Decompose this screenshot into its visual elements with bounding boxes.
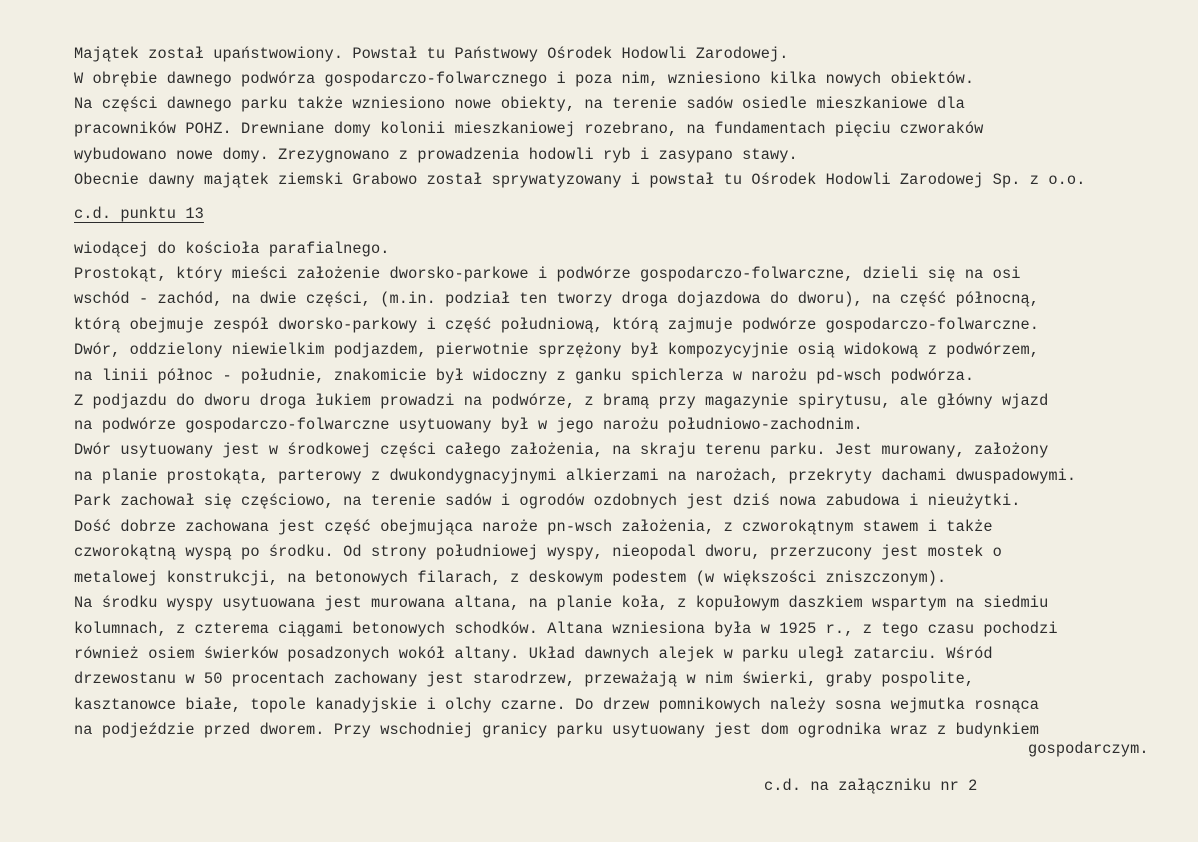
- text-line: kolumnach, z czterema ciągami betonowych schodków. Altana wzniesiona była w 1925 r., z tego czasu pochodzi: [74, 620, 1058, 638]
- text-line: na podwórze gospodarczo-folwarczne usytuowany był w jego narożu południowo-zachodnim.: [74, 416, 863, 434]
- closing-line: gospodarczym.: [1028, 740, 1149, 758]
- text-line: również osiem świerków posadzonych wokół altany. Układ dawnych alejek w parku uległ zatarciu. Wśród: [74, 645, 993, 663]
- text-line: Dwór, oddzielony niewielkim podjazdem, pierwotnie sprzężony był kompozycyjnie osią widokową z podwórzem,: [74, 341, 1040, 359]
- text-line: wschód - zachód, na dwie części, (m.in. podział ten tworzy droga dojazdowa do dworu), na część północną,: [74, 290, 1040, 308]
- text-line: wiodącej do kościoła parafialnego.: [74, 240, 390, 258]
- text-line: Park zachował się częściowo, na terenie sadów i ogrodów ozdobnych jest dziś nowa zabudowa i nieużytki.: [74, 492, 1021, 510]
- section-heading: c.d. punktu 13: [74, 205, 204, 223]
- text-line: na linii północ - południe, znakomicie był widoczny z ganku spichlerza w narożu pd-wsch podwórza.: [74, 367, 975, 385]
- text-line: Dwór usytuowany jest w środkowej części całego założenia, na skraju terenu parku. Jest murowany, założony: [74, 441, 1049, 459]
- text-line: Obecnie dawny majątek ziemski Grabowo został sprywatyzowany i powstał tu Ośrodek Hodowli Zarodowej Sp. z o.o.: [74, 171, 1086, 189]
- text-line: wybudowano nowe domy. Zrezygnowano z prowadzenia hodowli ryb i zasypano stawy.: [74, 146, 798, 164]
- text-line: na planie prostokąta, parterowy z dwukondygnacyjnymi alkierzami na narożach, przekryty dachami dwuspadowymi.: [74, 467, 1077, 485]
- text-line: Na środku wyspy usytuowana jest murowana altana, na planie koła, z kopułowym daszkiem wspartym na siedmiu: [74, 594, 1049, 612]
- text-line: metalowej konstrukcji, na betonowych filarach, z deskowym podestem (w większości zniszczonym).: [74, 569, 947, 587]
- text-line: W obrębie dawnego podwórza gospodarczo-folwarcznego i poza nim, wzniesiono kilka nowych obiektów.: [74, 70, 975, 88]
- text-line: kasztanowce białe, topole kanadyjskie i olchy czarne. Do drzew pomnikowych należy sosna wejmutka rosnąca: [74, 696, 1040, 714]
- text-line: Prostokąt, który mieści założenie dworsko-parkowe i podwórze gospodarczo-folwarczne, dzieli się na osi: [74, 265, 1021, 283]
- text-line: czworokątną wyspą po środku. Od strony południowej wyspy, nieopodal dworu, przerzucony jest mostek o: [74, 543, 1002, 561]
- text-line: Na części dawnego parku także wzniesiono nowe obiekty, na terenie sadów osiedle mieszkaniowe dla: [74, 95, 965, 113]
- text-line: pracowników POHZ. Drewniane domy kolonii mieszkaniowej rozebrano, na fundamentach pięciu czworaków: [74, 120, 984, 138]
- text-line: Dość dobrze zachowana jest część obejmująca naroże pn-wsch założenia, z czworokątnym stawem i także: [74, 518, 993, 536]
- text-line: Z podjazdu do dworu droga łukiem prowadzi na podwórze, z bramą przy magazynie spirytusu, ale główny wjazd: [74, 392, 1049, 410]
- footer-note: c.d. na załączniku nr 2: [764, 777, 978, 795]
- text-line: na podjeździe przed dworem. Przy wschodniej granicy parku usytuowany jest dom ogrodnika wraz z budynkiem: [74, 721, 1040, 739]
- text-line: którą obejmuje zespół dworsko-parkowy i część południową, którą zajmuje podwórze gospodarczo-folwarczne.: [74, 316, 1040, 334]
- text-line: drzewostanu w 50 procentach zachowany jest starodrzew, przeważają w nim świerki, graby pospolite,: [74, 670, 975, 688]
- text-line: Majątek został upaństwowiony. Powstał tu Państwowy Ośrodek Hodowli Zarodowej.: [74, 45, 789, 63]
